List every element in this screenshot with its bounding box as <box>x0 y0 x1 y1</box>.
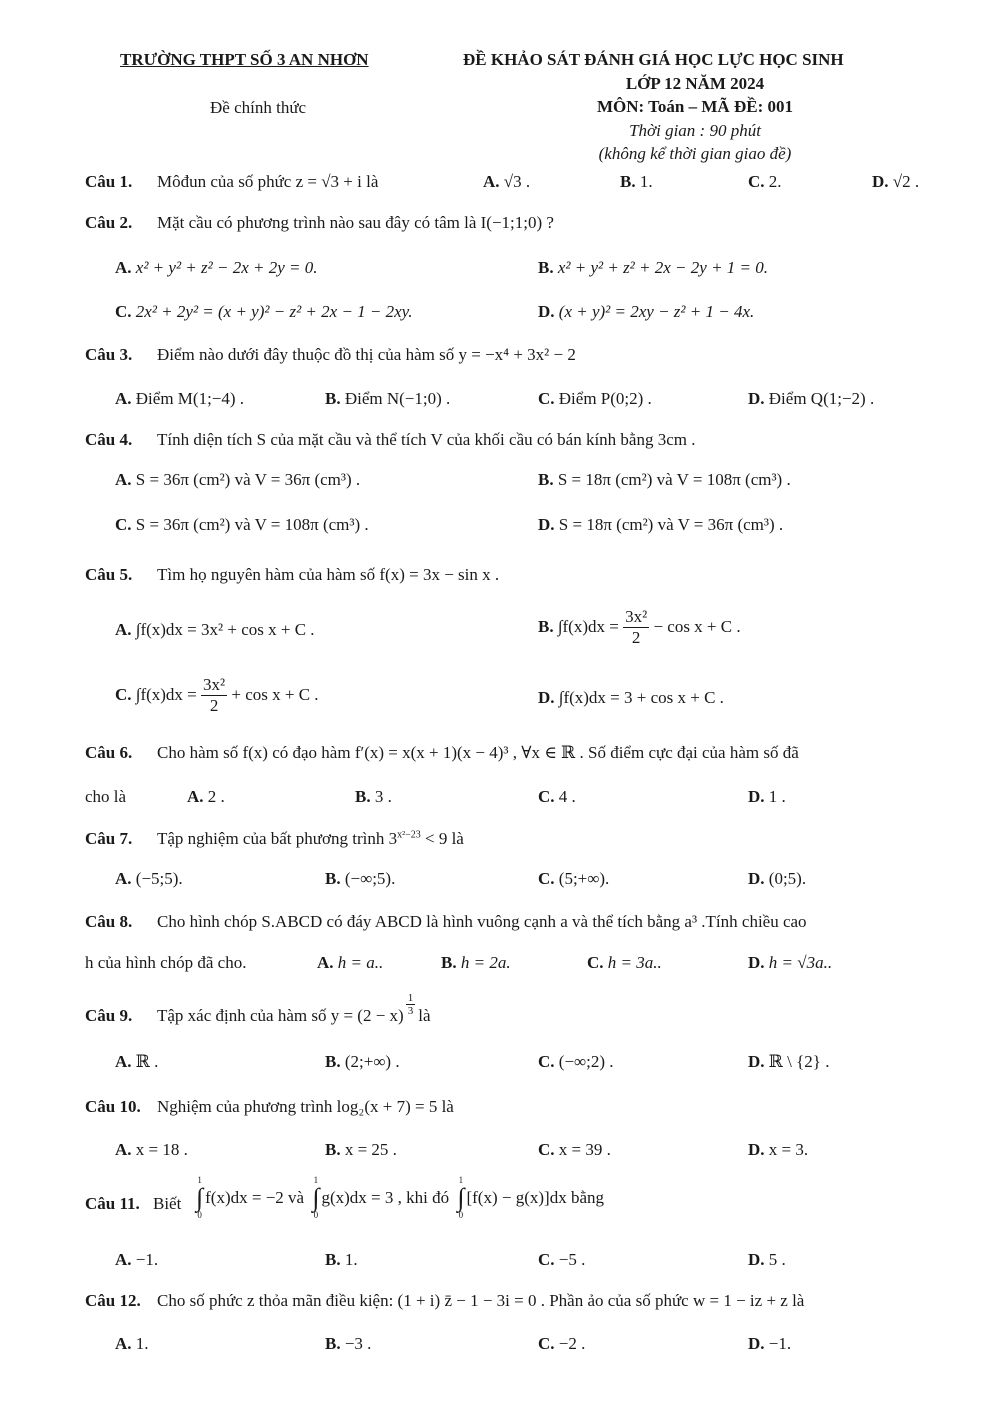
option-b: B. x = 25 . <box>325 1140 397 1159</box>
option-c: C. h = 3a.. <box>587 953 662 972</box>
option-c: C. −2 . <box>538 1334 586 1353</box>
option-c: C. 2. <box>748 172 782 191</box>
question-label: Câu 4. <box>85 430 133 449</box>
option-b: B. Điểm N(−1;0) . <box>325 389 451 408</box>
option-d: D. h = √3a.. <box>748 953 833 972</box>
option-a: A. Điểm M(1;−4) . <box>115 389 245 408</box>
integral-sign: ∫ <box>457 1183 465 1212</box>
school-name: TRƯỜNG THPT SỐ 3 AN NHƠN <box>120 50 369 69</box>
option-b: B. S = 18π (cm²) và V = 108π (cm³) . <box>538 470 791 489</box>
integral-expression: 1 ∫ 0 f(x)dx = −2 và 1 ∫ 0 g(x)dx = 3 , khi đó 1 ∫ 0 [f(x) − g(x)]dx bằng <box>196 1175 604 1220</box>
integral-sign: ∫ <box>312 1183 320 1212</box>
option-c: C. S = 36π (cm²) và V = 108π (cm³) . <box>115 515 369 534</box>
option-c: C. x = 39 . <box>538 1140 611 1159</box>
option-a: A. ℝ . <box>115 1052 159 1071</box>
grade-year: LỚP 12 NĂM 2024 <box>625 74 765 93</box>
integral-sign: ∫ <box>196 1183 204 1212</box>
question-text: Biết <box>153 1194 182 1213</box>
option-a: A. x² + y² + z² − 2x + 2y = 0. <box>115 258 318 277</box>
option-b: B. (2;+∞) . <box>325 1052 400 1071</box>
subject-code: MÔN: Toán – MÃ ĐỀ: 001 <box>597 97 793 116</box>
time-note: (không kể thời gian giao đề) <box>598 144 792 163</box>
question-text: Cho số phức z thỏa mãn điều kiện: (1 + i) z̄ − 1 − 3i = 0 . Phần ảo của số phức w = 1 − iz + z là <box>157 1291 805 1310</box>
question-label: Câu 2. <box>85 213 133 232</box>
question-text: Môđun của số phức z = √3 + i là <box>157 172 379 191</box>
option-b: B. 3 . <box>355 787 392 806</box>
option-a: A. ∫f(x)dx = 3x² + cos x + C . <box>115 620 315 639</box>
option-c: C. (5;+∞). <box>538 869 610 888</box>
option-d: D. S = 18π (cm²) và V = 36π (cm³) . <box>538 515 784 534</box>
question-label: Câu 6. <box>85 743 133 762</box>
option-d: D. −1. <box>748 1334 792 1353</box>
question-label: Câu 3. <box>85 345 133 364</box>
question-text: Nghiệm của phương trình log₂(x + 7) = 5 là <box>157 1097 454 1116</box>
option-b: B. ∫f(x)dx = $\frac{\text{3x²}}{2}$ − cos x + C . <box>538 607 741 647</box>
exam-title: ĐỀ KHẢO SÁT ĐÁNH GIÁ HỌC LỰC HỌC SINH <box>463 50 844 69</box>
option-b: B. x² + y² + z² + 2x − 2y + 1 = 0. <box>538 258 769 277</box>
option-b: B. h = 2a. <box>441 953 511 972</box>
option-d: D. ℝ \ {2} . <box>748 1052 830 1071</box>
question-label: Câu 10. <box>85 1097 141 1116</box>
question-label: Câu 1. <box>85 172 133 191</box>
question-text: Mặt cầu có phương trình nào sau đây có tâm là I(−1;1;0) ? <box>157 213 554 232</box>
option-d: D. x = 3. <box>748 1140 809 1159</box>
question-text: Tìm họ nguyên hàm của hàm số f(x) = 3x − sin x . <box>157 565 500 584</box>
option-a: A. √3 . <box>483 172 531 191</box>
option-a: A. −1. <box>115 1250 159 1269</box>
option-a: A. 1. <box>115 1334 149 1353</box>
question-text-cont: h của hình chóp đã cho. <box>85 953 247 972</box>
option-d: D. (x + y)² = 2xy − z² + 1 − 4x. <box>538 302 755 321</box>
option-c: C. 4 . <box>538 787 576 806</box>
option-d: D. (0;5). <box>748 869 807 888</box>
question-text: Tập xác định của hàm số y = (2 − x) 1 3 là <box>157 992 431 1026</box>
question-text: Tính diện tích S của mặt cầu và thể tích V của khối cầu có bán kính bằng 3cm . <box>157 430 696 449</box>
option-d: D. 1 . <box>748 787 786 806</box>
official-label: Đề chính thức <box>210 98 307 117</box>
option-b: B. 1. <box>620 172 653 191</box>
option-d: D. Điểm Q(1;−2) . <box>748 389 875 408</box>
option-a: A. 2 . <box>187 787 225 806</box>
question-label: Câu 9. <box>85 1006 133 1025</box>
option-b: B. −3 . <box>325 1334 372 1353</box>
option-b: B. (−∞;5). <box>325 869 396 888</box>
question-label: Câu 5. <box>85 565 133 584</box>
option-a: A. h = a.. <box>317 953 384 972</box>
option-b: B. 1. <box>325 1250 358 1269</box>
question-label: Câu 12. <box>85 1291 141 1310</box>
option-a: A. S = 36π (cm²) và V = 36π (cm³) . <box>115 470 361 489</box>
option-a: A. (−5;5). <box>115 869 183 888</box>
option-c: C. −5 . <box>538 1250 586 1269</box>
option-d: D. √2 . <box>872 172 920 191</box>
question-text: Tập nghiệm của bất phương trình $3^{x^2-23} < 9$ là <box>157 829 464 848</box>
question-text: Cho hàm số f(x) có đạo hàm f′(x) = x(x + 1)(x − 4)³ , ∀x ∈ ℝ . Số điểm cực đại của hàm số đã <box>157 743 799 762</box>
question-text: Điểm nào dưới đây thuộc đồ thị của hàm số y = −x⁴ + 3x² − 2 <box>157 345 576 364</box>
question-text: Cho hình chóp S.ABCD có đáy ABCD là hình vuông cạnh a và thể tích bằng a³ .Tính chiều cao <box>157 912 807 931</box>
option-c: C. Điểm P(0;2) . <box>538 389 652 408</box>
option-d: D. ∫f(x)dx = 3 + cos x + C . <box>538 688 724 707</box>
question-label: Câu 11. <box>85 1194 140 1213</box>
option-c: C. 2x² + 2y² = (x + y)² − z² + 2x − 1 − 2xy. <box>115 302 413 321</box>
question-text-cont: cho là <box>85 787 127 806</box>
question-label: Câu 8. <box>85 912 133 931</box>
exam-time: Thời gian : 90 phút <box>629 121 761 140</box>
option-a: A. x = 18 . <box>115 1140 188 1159</box>
option-d: D. 5 . <box>748 1250 786 1269</box>
question-label: Câu 7. <box>85 829 133 848</box>
option-c: C. (−∞;2) . <box>538 1052 614 1071</box>
option-c: C. ∫f(x)dx = $\frac{\text{3x²}}{2}$ + cos x + C . <box>115 675 319 715</box>
